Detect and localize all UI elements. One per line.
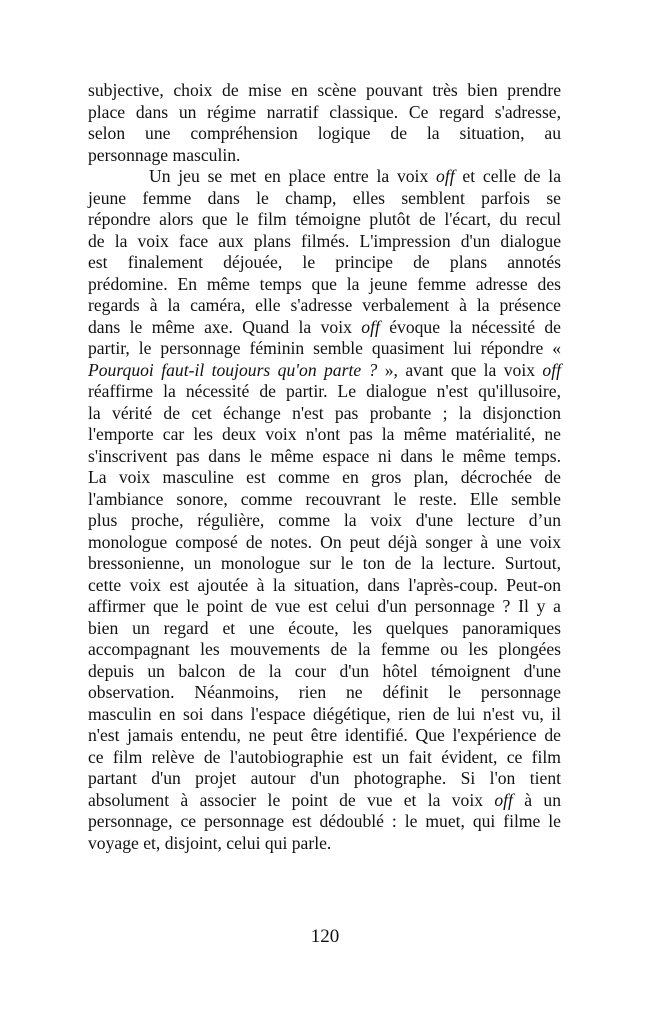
text-run: l'ambiance sonore, comme recouvrant le reste. Elle semble xyxy=(88,488,561,509)
text-run: et celle de la xyxy=(454,166,562,186)
text-run: voyage et, disjoint, celui qui parle. xyxy=(88,832,332,853)
text-line xyxy=(88,596,561,618)
text-line xyxy=(88,553,561,575)
text-run: jeune femme dans le champ, elles semblent parfois se xyxy=(88,187,561,208)
text-line xyxy=(88,360,561,382)
text-line xyxy=(88,252,561,274)
text-line xyxy=(88,231,561,253)
text-run: place dans un régime narratif classique. Ce regard s'adresse, xyxy=(88,101,561,122)
italic-text: off xyxy=(494,789,513,810)
text-run: s'inscrivent pas dans le même espace ni dans le même temps. xyxy=(88,445,561,466)
text-run: accompagnant les mouvements de la femme ou les plongées xyxy=(88,639,561,659)
text-run: Un jeu se met en place entre la voix xyxy=(149,166,437,186)
text-run: subjective, choix de mise en scène pouvant très bien prendre xyxy=(88,80,561,100)
text-line xyxy=(88,833,561,855)
text-run: à un xyxy=(512,789,562,810)
text-line xyxy=(88,209,561,231)
text-line xyxy=(88,725,561,747)
text-line xyxy=(88,618,561,640)
text-line xyxy=(88,166,561,188)
text-run: est finalement déjouée, le principe de plans annotés xyxy=(88,252,561,272)
text-run: bien un regard et une écoute, les quelques panoramiques xyxy=(88,617,561,638)
text-line xyxy=(88,446,561,468)
text-line xyxy=(88,123,561,145)
italic-text: off xyxy=(436,166,455,186)
text-line xyxy=(88,811,561,833)
text-line xyxy=(88,510,561,532)
text-line xyxy=(88,403,561,425)
italic-text: off xyxy=(361,316,380,337)
text-line xyxy=(88,747,561,769)
text-run: dans le même axe. Quand la voix xyxy=(88,316,362,337)
text-run: ce film relève de l'autobiographie est un fait évident, ce film xyxy=(88,746,561,767)
text-run: partir, le personnage féminin semble quasiment lui répondre « xyxy=(88,338,561,358)
text-run: répondre alors que le film témoigne plutôt de l'écart, du recul xyxy=(88,209,561,229)
text-run: observation. Néanmoins, rien ne définit le personnage xyxy=(88,682,561,702)
text-run: de la voix face aux plans filmés. L'impression d'un dialogue xyxy=(88,230,561,251)
text-line xyxy=(88,317,561,339)
text-line xyxy=(88,704,561,726)
text-run: », avant que la voix xyxy=(377,359,543,380)
text-run: masculin en soi dans l'espace diégétique, rien de lui n'est vu, il xyxy=(88,703,561,724)
text-line xyxy=(88,790,561,812)
text-run: absolument à associer le point de vue et la voix xyxy=(88,789,495,810)
text-line xyxy=(88,295,561,317)
text-run: partant d'un projet autour d'un photographe. Si l'on tient xyxy=(88,768,561,788)
page-body xyxy=(88,80,561,854)
text-run: selon une compréhension logique de la situation, au xyxy=(88,123,561,143)
text-line xyxy=(88,102,561,124)
text-line xyxy=(88,467,561,489)
text-line xyxy=(88,639,561,661)
text-run: plus proche, régulière, comme la voix d'une lecture d’un xyxy=(88,510,561,530)
text-run: personnage, ce personnage est dédoublé : le muet, qui filme le xyxy=(88,811,561,831)
italic-text: off xyxy=(542,359,561,380)
text-line xyxy=(88,188,561,210)
text-line xyxy=(88,489,561,511)
text-run: bressonienne, un monologue sur le ton de la lecture. Surtout, xyxy=(88,553,561,573)
text-line xyxy=(88,80,561,102)
text-line xyxy=(88,274,561,296)
text-run: regards à la caméra, elle s'adresse verbalement à la présence xyxy=(88,295,561,315)
text-run: prédomine. En même temps que la jeune femme adresse des xyxy=(88,273,561,294)
text-run: n'est jamais entendu, ne peut être identifié. Que l'expérience de xyxy=(88,725,561,745)
text-run: évoque la nécessité de xyxy=(379,316,561,337)
text-run: La voix masculine est comme en gros plan, décrochée de xyxy=(88,467,561,487)
paragraph xyxy=(88,80,561,166)
italic-text: Pourquoi faut-il toujours qu'on parte ? xyxy=(88,359,378,380)
text-line xyxy=(88,145,561,167)
text-run: cette voix est ajoutée à la situation, dans l'après-coup. Peut-on xyxy=(88,574,561,595)
text-line xyxy=(88,768,561,790)
text-line xyxy=(88,575,561,597)
text-line xyxy=(88,661,561,683)
text-line xyxy=(88,424,561,446)
page-number: 120 xyxy=(310,926,340,947)
text-line xyxy=(88,338,561,360)
text-line xyxy=(88,381,561,403)
text-line xyxy=(88,682,561,704)
text-run: monologue composé de notes. On peut déjà songer à une voix xyxy=(88,531,561,552)
text-run: depuis un balcon de la cour d'un hôtel témoignent d'une xyxy=(88,660,561,681)
text-line xyxy=(88,532,561,554)
text-run: la vérité de cet échange n'est pas probante ; la disjonction xyxy=(88,402,561,423)
text-run: réaffirme la nécessité de partir. Le dialogue n'est qu'illusoire, xyxy=(88,381,561,401)
text-run: l'emporte car les deux voix n'ont pas la même matérialité, ne xyxy=(88,424,561,444)
text-run: personnage masculin. xyxy=(88,144,241,165)
paragraph xyxy=(88,166,561,854)
text-run: affirmer que le point de vue est celui d'un personnage ? Il y a xyxy=(88,596,561,616)
